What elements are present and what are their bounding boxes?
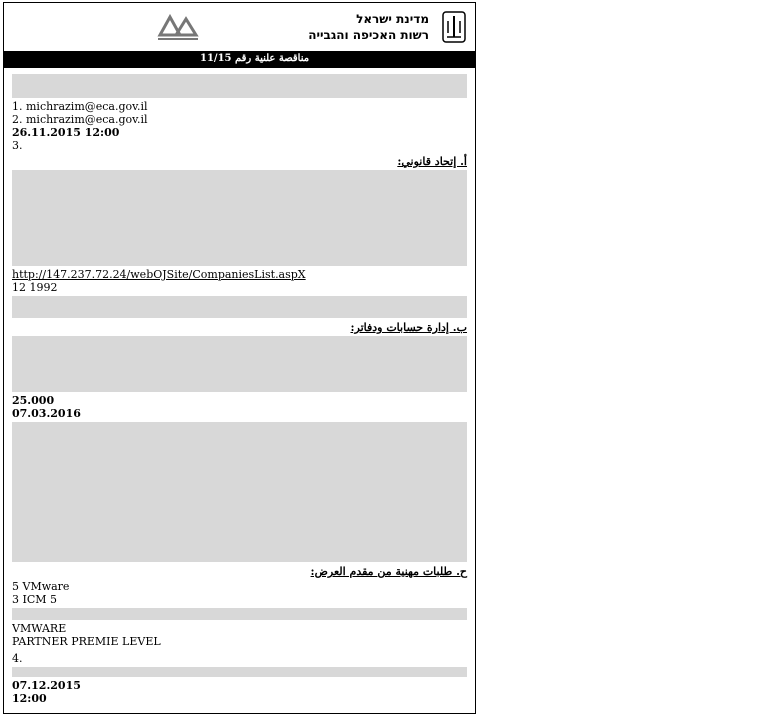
section-b-placeholder (12, 336, 467, 392)
state-emblem-icon (439, 9, 469, 45)
notice-body (4, 68, 475, 705)
tender-number-bar (4, 52, 475, 68)
authority-name: רשות האכיפה והגבייה (308, 28, 429, 42)
vmware-requirement: 5 VMware (12, 580, 70, 593)
registry-url: http://147.237.72.24/webOJSite/CompaniesList.aspX (12, 268, 306, 281)
item-2: 2. michrazim@eca.gov.il (12, 113, 148, 126)
item-1: 1. michrazim@eca.gov.il (12, 100, 148, 113)
section-b-heading: ب. إدارة حسابات ودفاتر: (350, 321, 467, 334)
question-deadline: 26.11.2015 12:00 (12, 126, 120, 139)
item-3: 3. (12, 139, 23, 152)
state-name: מדינת ישראל (356, 12, 429, 26)
vmware-partner: VMWARE (12, 622, 67, 635)
title-placeholder (12, 74, 467, 98)
section-h-heading: ح. طلبات مهنية من مقدم العرض: (310, 565, 467, 578)
authority-logo-icon (154, 9, 202, 45)
section-a2-placeholder (12, 296, 467, 318)
section-a-placeholder (12, 170, 467, 266)
tender-number: مناقصة علنية رقم 11/15 (200, 53, 310, 64)
section-a-heading: أ. إتحاد قانوني: (397, 155, 467, 168)
guarantee-amount: 25.000 (12, 394, 55, 407)
item-4: 4. (12, 652, 23, 665)
tender-notice (3, 2, 476, 714)
submission-time: 12:00 (12, 692, 47, 705)
icm-requirement: 3 ICM 5 (12, 593, 58, 606)
guarantee-date: 07.03.2016 (12, 407, 81, 420)
partner-level: PARTNER PREMIE LEVEL (12, 635, 161, 648)
law-reference: 12 1992 (12, 281, 58, 294)
submission-deadline: 07.12.2015 (12, 679, 81, 692)
section-h-placeholder (12, 608, 467, 620)
section-b2-placeholder (12, 422, 467, 562)
item-4-placeholder (12, 667, 467, 677)
notice-header (4, 3, 475, 52)
